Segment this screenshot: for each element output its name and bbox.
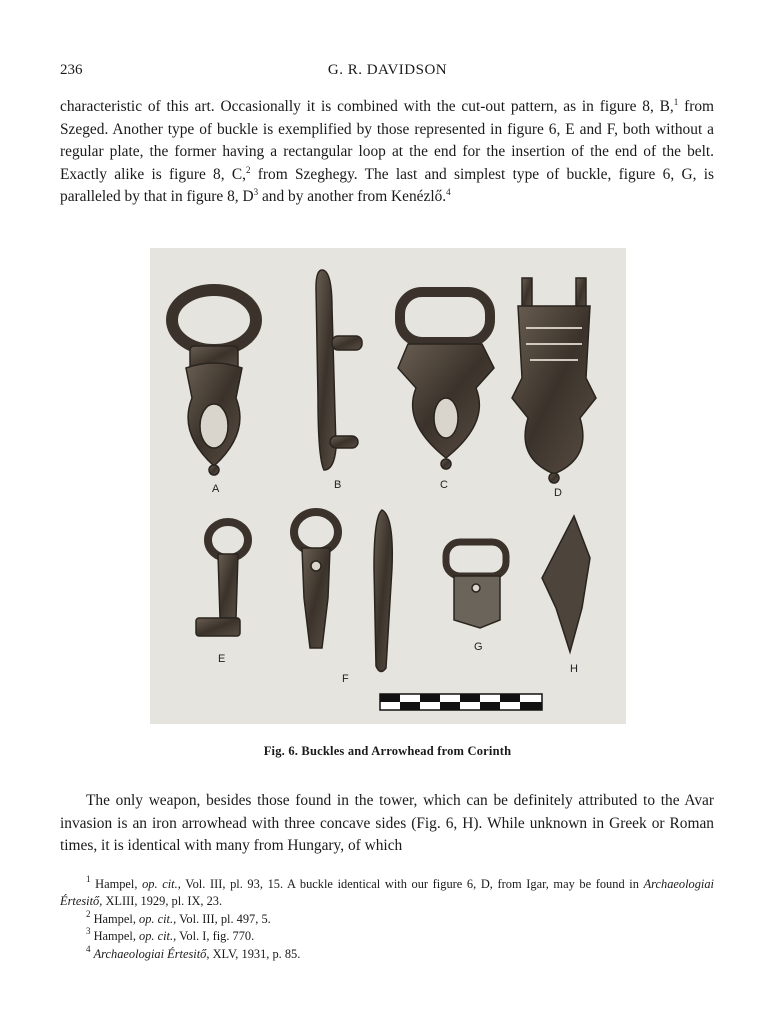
artifact-buckle-g [446,542,506,628]
footnote-italic: Archaeologiai Értesitő [93,946,207,961]
figure-plate-photo [150,248,626,724]
footnote-text: , Vol. III, pl. 93, 15. A buckle identical with our figure 6, D, from Igar, may be found in [177,877,644,891]
artifact-buckle-a [172,290,256,475]
footnotes [60,876,714,963]
artifact-buckle-c [398,292,494,469]
footnote-text: Hampel, [90,929,140,944]
footnote-italic: Archaeologiai Értesitő [60,877,714,909]
artifact-photograph [150,248,626,724]
footnote-ref-4: 4 [446,187,451,197]
label-c: C [440,479,448,491]
footnote-mark: 4 [86,943,91,954]
footnote-text: , XLIII, 1929, pl. IX, 23. [99,894,223,909]
label-a: A [212,483,220,495]
footnote-italic: op. cit. [139,911,174,926]
figure-caption: Fig. 6. Buckles and Arrowhead from Corinth [263,744,512,758]
footnote-mark: 1 [86,874,91,884]
footnote-2 [60,908,714,928]
paragraph-buckle-types [60,96,714,209]
para1-text-2: from Szeged. Another type of buckle is exemplified by those represented in figure 6, E and F, both without a regular plate, the former having a rectangular loop at the end for the insertion of the end of the belt. Exactly alike is figure 8, C, [60,98,715,183]
page-number: 236 [60,62,83,78]
footnote-ref-1: 1 [673,97,679,107]
para1-text-3: from Szeghegy. The last and simplest type of buckle, figure 6, G, is paralleled by that in figure 8, D [60,165,714,205]
scale-bar [380,694,542,710]
label-b: B [334,479,342,491]
footnote-ref-3: 3 [253,187,259,197]
footnote-3 [60,928,714,945]
artifact-arrowhead-h [542,516,590,652]
footnote-1 [60,876,714,911]
footnote-mark: 3 [86,926,91,937]
artifact-buckle-d [512,278,596,483]
page-header [60,62,715,84]
artifact-buckle-e [196,522,248,636]
footnote-text: , XLV, 1931, p. 85. [206,946,301,961]
label-e: E [218,653,226,665]
footnote-italic: op. cit. [142,877,178,891]
footnote-4 [60,943,714,963]
artifact-buckle-b-profile [316,270,362,470]
label-f: F [342,673,349,685]
running-head: G. R. DAVIDSON [327,62,448,78]
artifact-buckle-f [294,512,338,648]
para1-text-1: characteristic of this art. Occasionally it is combined with the cut-out pattern, as in figure 8, B, [60,98,674,115]
label-g: G [474,641,483,653]
para1-text-4: and by another from Kenézlő. [258,188,447,205]
footnote-text: , Vol. I, fig. 770. [173,929,255,944]
footnote-ref-2: 2 [246,164,251,175]
footnote-text: Hampel, [90,877,143,891]
artifact-buckle-f-profile [374,510,392,672]
footnote-text: , Vol. III, pl. 497, 5. [173,911,271,926]
footnote-mark: 2 [86,908,91,919]
footnote-text: Hampel, [90,911,140,926]
paragraph-arrowhead: The only weapon, besides those found in the tower, which can be definitely attributed to the Avar invasion is an iron arrowhead with three concave sides (Fig. 6, H). While unknown in Greek or Roman times, it is identical with many from Hungary, of which [60,792,714,854]
label-h: H [570,663,578,675]
label-d: D [554,487,562,499]
footnote-italic: op. cit. [139,929,174,944]
